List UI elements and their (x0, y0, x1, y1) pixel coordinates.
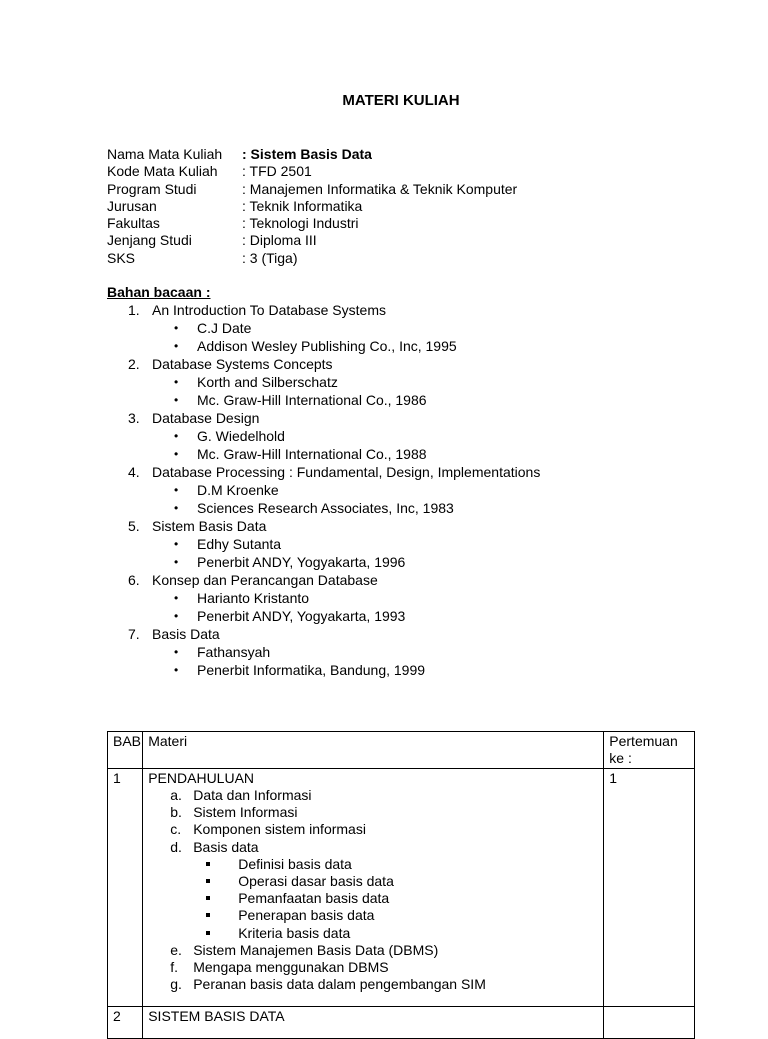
topic-item (148, 839, 598, 856)
reference-detail (107, 661, 540, 679)
reference-item (107, 571, 540, 589)
topic-text: Mengapa menggunakan DBMS (193, 958, 389, 975)
reference-item (107, 517, 540, 535)
topic-letter: c. (170, 821, 182, 838)
info-value: : Teknologi Industri (242, 215, 359, 232)
reference-number: 4. (128, 464, 140, 480)
subtopic-item (148, 873, 598, 890)
bullet-icon: • (174, 501, 179, 515)
reference-detail (107, 553, 540, 571)
info-row-fakultas (107, 215, 517, 232)
info-label: Nama Mata Kuliah (107, 146, 223, 162)
header-pertemuan-line1: Pertemuan (609, 733, 678, 749)
subtopic-item (148, 925, 598, 942)
bullet-icon: • (174, 609, 179, 623)
reference-title: An Introduction To Database Systems (152, 302, 386, 318)
reference-detail-text: Fathansyah (197, 644, 271, 660)
materi-cell (143, 1007, 604, 1039)
bab-cell: 2 (108, 1007, 143, 1039)
reference-detail-text: Addison Wesley Publishing Co., Inc, 1995 (197, 338, 457, 354)
reference-title: Database Systems Concepts (152, 356, 333, 372)
reference-number: 6. (128, 572, 140, 588)
bullet-icon: • (174, 321, 179, 335)
info-value: : Manajemen Informatika & Teknik Komputer (242, 180, 518, 197)
topic-item (148, 804, 598, 821)
chapter-title: SISTEM BASIS DATA (148, 1008, 285, 1025)
topic-text: Data dan Informasi (193, 787, 312, 803)
subtopic-text: Operasi dasar basis data (238, 872, 394, 889)
reference-detail (107, 643, 540, 661)
reference-number: 5. (128, 518, 140, 534)
reference-detail-text: Korth and Silberschatz (197, 374, 338, 390)
reference-item (107, 625, 540, 643)
reference-number: 1. (128, 302, 140, 318)
subtopic-item (148, 856, 598, 873)
bullet-icon: • (174, 429, 179, 443)
reference-item (107, 301, 540, 319)
bullet-icon: • (174, 555, 179, 569)
topic-text: Sistem Manajemen Basis Data (DBMS) (193, 941, 439, 958)
reference-detail-text: Penerbit ANDY, Yogyakarta, 1996 (197, 554, 406, 570)
header-pertemuan-line2: ke : (609, 750, 632, 766)
reference-title: Sistem Basis Data (152, 518, 267, 534)
topic-letter: g. (170, 976, 182, 993)
info-label: SKS (107, 249, 136, 266)
reference-detail-text: Mc. Graw-Hill International Co., 1988 (197, 446, 427, 462)
topic-text: Peranan basis data dalam pengembangan SIM (193, 976, 486, 993)
page-title: MATERI KULIAH (342, 92, 460, 109)
topic-letter: b. (170, 804, 182, 821)
square-bullet-icon (206, 931, 210, 935)
reference-detail (107, 481, 540, 499)
topic-item (148, 959, 598, 976)
reference-detail (107, 445, 540, 463)
reference-detail-text: Penerbit Informatika, Bandung, 1999 (197, 662, 426, 678)
topic-item (148, 976, 598, 993)
square-bullet-icon (206, 913, 210, 917)
reference-title: Konsep dan Perancangan Database (152, 572, 378, 588)
info-value: : Teknik Informatika (242, 197, 363, 214)
info-row-sks (107, 250, 517, 267)
subtopic-item (148, 890, 598, 907)
info-value: : Sistem Basis Data (242, 146, 372, 162)
reference-detail-text: D.M Kroenke (197, 482, 279, 498)
pertemuan-cell (604, 1007, 695, 1039)
square-bullet-icon (206, 862, 210, 866)
info-label: Program Studi (107, 180, 197, 197)
materi-table (107, 731, 695, 1039)
topic-text: Komponen sistem informasi (193, 821, 366, 838)
reference-detail (107, 319, 540, 337)
reference-number: 3. (128, 410, 140, 426)
subtopic-item (148, 907, 598, 924)
row-spacer (148, 993, 598, 1005)
reference-detail (107, 535, 540, 553)
reference-item (107, 463, 540, 481)
info-label: Fakultas (107, 215, 160, 232)
reference-item (107, 355, 540, 373)
bullet-icon: • (174, 663, 179, 677)
reference-item (107, 409, 540, 427)
bullet-icon: • (174, 645, 179, 659)
reference-detail-text: Edhy Sutanta (197, 536, 282, 552)
topic-letter: e. (170, 941, 182, 958)
header-materi: Materi (143, 732, 604, 769)
bullet-icon: • (174, 483, 179, 497)
bullet-icon: • (174, 393, 179, 407)
info-value: : TFD 2501 (242, 163, 312, 180)
materi-cell (143, 769, 604, 1007)
table-header-row (108, 732, 695, 769)
reference-detail-text: C.J Date (197, 320, 252, 336)
topic-item (148, 821, 598, 838)
table-row (108, 1007, 695, 1039)
subtopic-text: Definisi basis data (238, 855, 352, 872)
table-row (108, 769, 695, 1007)
info-row-nama (107, 146, 517, 163)
topic-letter: d. (170, 838, 182, 855)
reference-detail-text: Penerbit ANDY, Yogyakarta, 1993 (197, 608, 406, 624)
reference-title: Database Processing : Fundamental, Design, Implementations (152, 464, 541, 480)
reference-number: 2. (128, 356, 140, 372)
header-pertemuan (604, 732, 695, 769)
reference-detail (107, 337, 540, 355)
reading-list-heading: Bahan bacaan : (107, 284, 211, 300)
info-value: : 3 (Tiga) (242, 249, 298, 266)
reference-detail (107, 589, 540, 607)
subtopic-text: Kriteria basis data (238, 924, 351, 941)
reference-detail-text: Harianto Kristanto (197, 590, 310, 606)
bullet-icon: • (174, 591, 179, 605)
bab-cell: 1 (108, 769, 143, 1007)
square-bullet-icon (206, 896, 210, 900)
topic-item (148, 787, 598, 804)
bullet-icon: • (174, 447, 179, 461)
reference-number: 7. (128, 626, 140, 642)
bullet-icon: • (174, 375, 179, 389)
topic-letter: f. (170, 958, 178, 975)
reference-detail-text: G. Wiedelhold (197, 428, 285, 444)
reading-list (107, 283, 540, 679)
header-bab: BAB (108, 732, 143, 769)
subtopic-text: Pemanfaatan basis data (238, 890, 390, 907)
reference-detail-text: Sciences Research Associates, Inc, 1983 (197, 500, 454, 516)
subtopic-text: Penerapan basis data (238, 907, 375, 924)
bullet-icon: • (174, 339, 179, 353)
pertemuan-cell: 1 (604, 769, 695, 1007)
info-row-jurusan (107, 198, 517, 215)
info-label: Jenjang Studi (107, 232, 192, 249)
reference-title: Basis Data (152, 626, 220, 642)
info-row-kode (107, 163, 517, 180)
row-spacer (148, 1025, 598, 1037)
info-label: Jurusan (107, 197, 157, 214)
reference-detail (107, 499, 540, 517)
info-row-jenjang (107, 232, 517, 249)
reference-detail (107, 373, 540, 391)
topic-item (148, 942, 598, 959)
reference-detail (107, 607, 540, 625)
info-row-program (107, 181, 517, 198)
chapter-title: PENDAHULUAN (148, 770, 255, 786)
square-bullet-icon (206, 879, 210, 883)
reference-title: Database Design (152, 410, 260, 426)
reference-detail (107, 427, 540, 445)
topic-text: Basis data (193, 838, 259, 855)
topic-text: Sistem Informasi (193, 804, 298, 821)
info-label: Kode Mata Kuliah (107, 163, 218, 180)
bullet-icon: • (174, 537, 179, 551)
reference-detail (107, 391, 540, 409)
topic-letter: a. (170, 787, 182, 803)
info-value: : Diploma III (242, 232, 317, 249)
reference-detail-text: Mc. Graw-Hill International Co., 1986 (197, 392, 427, 408)
course-info (107, 146, 517, 267)
